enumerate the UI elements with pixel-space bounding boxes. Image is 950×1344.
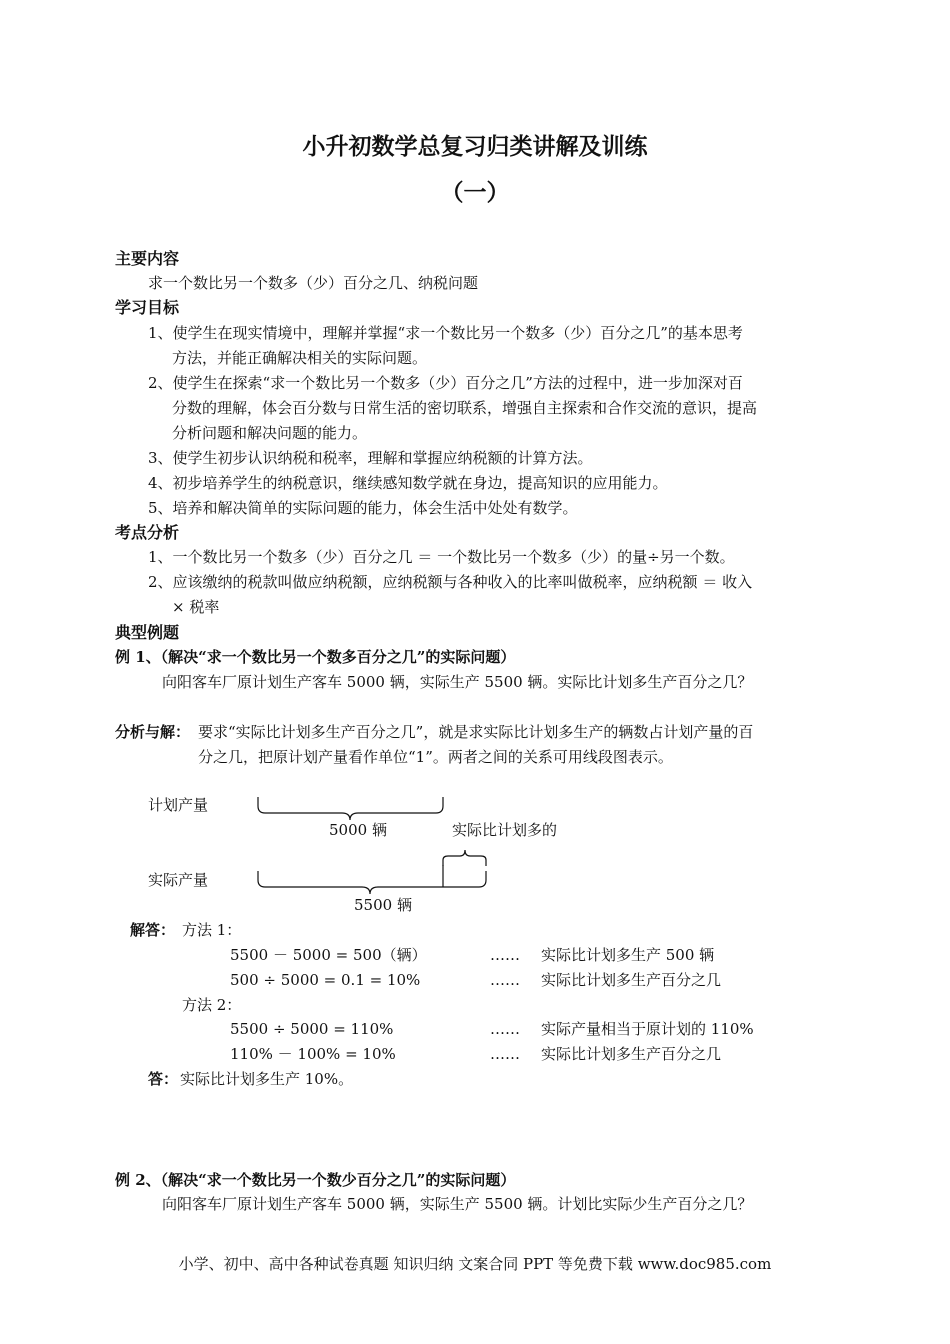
method2-label: 方法 2： [182, 996, 242, 1014]
goal-line: 2、使学生在探索“求一个数比另一个数多（少）百分之几”方法的过程中，进一步加深对百 [148, 374, 743, 392]
section-heading-main-content: 主要内容 [115, 249, 180, 268]
section-heading-analysis: 考点分析 [115, 523, 180, 542]
final-answer-text: 实际比计划多生产 10%。 [180, 1070, 354, 1088]
step-note: 实际产量相当于原计划的 110% [541, 1020, 754, 1038]
answer-label: 解答： [130, 921, 176, 939]
analysis-line: 1、一个数比另一个数多（少）百分之几 ＝ 一个数比另一个数多（少）的量÷另一个数。 [148, 548, 735, 566]
step-note: 实际比计划多生产 500 辆 [541, 946, 715, 964]
step-note: 实际比计划多生产百分之几 [541, 1045, 722, 1063]
extra-label: 实际比计划多的 [452, 821, 558, 839]
goal-line: 1、使学生在现实情境中，理解并掌握“求一个数比另一个数多（少）百分之几”的基本思考 [148, 324, 743, 342]
step-dots: …… [490, 1045, 520, 1063]
step-expression: 500 ÷ 5000 = 0.1 = 10% [230, 971, 421, 989]
planned-value: 5000 辆 [329, 821, 387, 839]
analysis-line: × 税率 [172, 598, 220, 616]
step-expression: 5500 － 5000 = 500（辆） [230, 946, 427, 964]
example1-problem: 向阳客车厂原计划生产客车 5000 辆，实际生产 5500 辆。实际比计划多生产百分之几？ [162, 673, 753, 691]
example1-analysis-label: 分析与解： [115, 723, 191, 741]
page-subtitle: （一） [440, 180, 510, 206]
goal-line: 分析问题和解决问题的能力。 [172, 424, 368, 442]
step-dots: …… [490, 946, 520, 964]
section-heading-goals: 学习目标 [115, 298, 180, 317]
step-dots: …… [490, 971, 520, 989]
goal-line: 3、使学生初步认识纳税和税率，理解和掌握应纳税额的计算方法。 [148, 449, 593, 467]
step-expression: 5500 ÷ 5000 = 110% [230, 1020, 394, 1038]
goal-line: 方法，并能正确解决相关的实际问题。 [172, 349, 428, 367]
actual-value: 5500 辆 [354, 896, 412, 914]
step-note: 实际比计划多生产百分之几 [541, 971, 722, 989]
final-answer-label: 答： [148, 1070, 179, 1088]
example1-label: 例 1、（解决“求一个数比另一个数多百分之几”的实际问题） [115, 648, 516, 666]
method1-label: 方法 1： [182, 921, 242, 939]
page-footer: 小学、初中、高中各种试卷真题 知识归纳 文案合同 PPT 等免费下载 www.doc985.com [178, 1255, 772, 1273]
example2-label: 例 2、（解决“求一个数比另一个数少百分之几”的实际问题） [115, 1171, 516, 1189]
goal-line: 分数的理解，体会百分数与日常生活的密切联系，增强自主探索和合作交流的意识，提高 [172, 399, 758, 417]
actual-label: 实际产量 [148, 871, 209, 889]
goal-line: 4、初步培养学生的纳税意识，继续感知数学就在身边，提高知识的应用能力。 [148, 474, 668, 492]
planned-brace [258, 797, 443, 820]
section-heading-examples: 典型例题 [115, 623, 180, 642]
example2-problem: 向阳客车厂原计划生产客车 5000 辆，实际生产 5500 辆。计划比实际少生产百分之几？ [162, 1195, 753, 1213]
page-title: 小升初数学总复习归类讲解及训练 [302, 134, 648, 160]
main-content-text: 求一个数比另一个数多（少）百分之几、纳税问题 [148, 274, 479, 292]
example1-analysis-line: 要求“实际比计划多生产百分之几”，就是求实际比计划多生产的辆数占计划产量的百 [198, 723, 754, 741]
extra-brace [443, 850, 486, 866]
goal-line: 5、培养和解决简单的实际问题的能力，体会生活中处处有数学。 [148, 499, 578, 517]
planned-label: 计划产量 [148, 796, 209, 814]
actual-brace [258, 871, 486, 894]
example1-analysis-line: 分之几，把原计划产量看作单位“1”。两者之间的关系可用线段图表示。 [198, 748, 673, 766]
step-expression: 110% － 100% = 10% [230, 1045, 396, 1063]
step-dots: …… [490, 1020, 520, 1038]
analysis-line: 2、应该缴纳的税款叫做应纳税额，应纳税额与各种收入的比率叫做税率，应纳税额 ＝ 收入 [148, 573, 753, 591]
